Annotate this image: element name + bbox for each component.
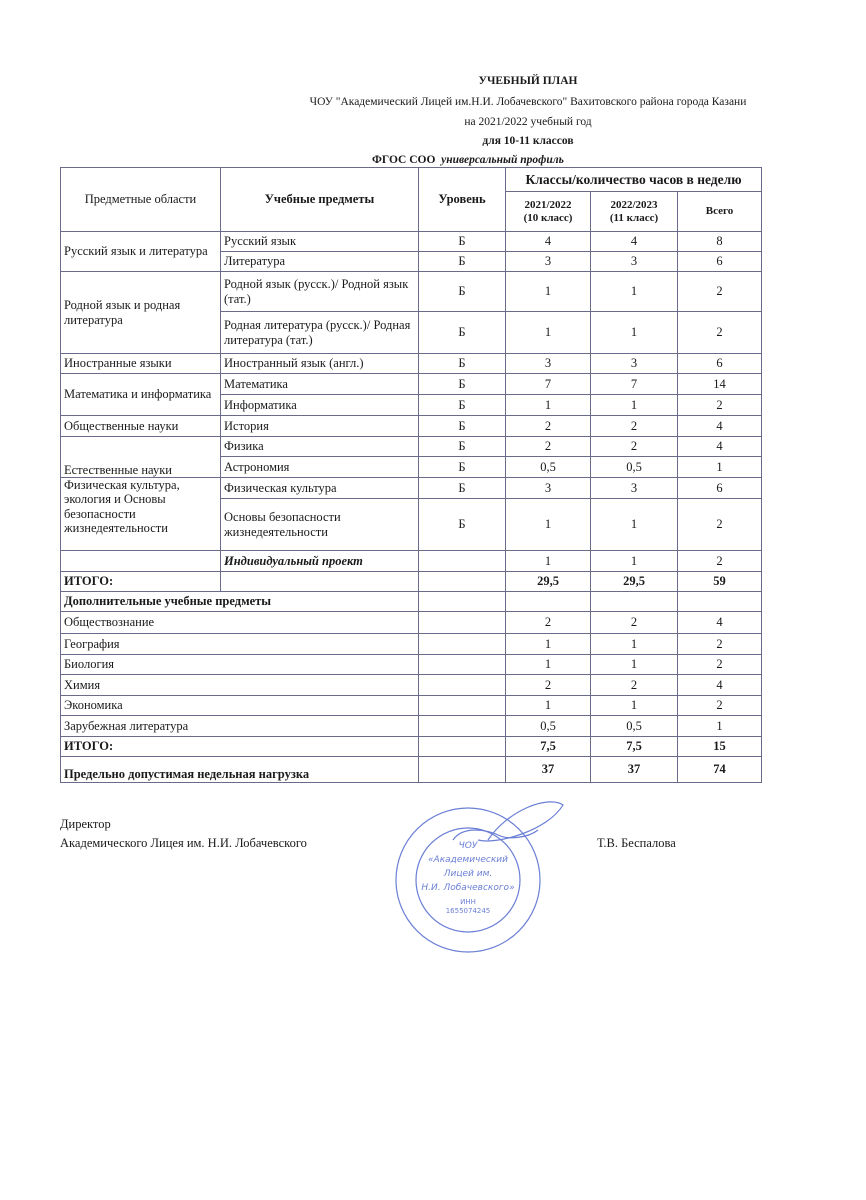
y2-cell: 4	[591, 232, 678, 252]
table-row	[61, 232, 762, 252]
subject-cell: Индивидуальный проект	[221, 551, 419, 572]
table-row	[61, 612, 762, 634]
table-row	[61, 634, 762, 655]
doc-profile: универсальный профиль	[441, 154, 564, 166]
level-cell: Б	[419, 252, 506, 272]
table-row	[61, 374, 762, 395]
table-row	[61, 675, 762, 696]
level-cell: Б	[419, 395, 506, 416]
total-row	[61, 756, 762, 782]
level-cell: Б	[419, 478, 506, 499]
col-y1: 2021/2022 (10 класс)	[506, 192, 591, 232]
empty-cell	[419, 716, 506, 737]
subject-cell: Обществознание	[61, 612, 419, 634]
total-cell: 14	[678, 374, 762, 395]
table-row	[61, 416, 762, 437]
y2-cell: 1	[591, 654, 678, 675]
area-cell	[61, 551, 221, 572]
col-area: Предметные области	[61, 168, 221, 232]
svg-text:ИНН: ИНН	[460, 898, 476, 906]
section-row	[61, 592, 762, 612]
signer-position: Директор	[60, 817, 111, 831]
doc-year: на 2021/2022 учебный год	[464, 116, 592, 128]
y2-cell: 3	[591, 354, 678, 374]
total-cell: 4	[678, 675, 762, 696]
total-cell: 2	[678, 312, 762, 354]
table-row	[61, 478, 762, 499]
subject-cell: Астрономия	[221, 457, 419, 478]
level-cell: Б	[419, 457, 506, 478]
empty-cell	[419, 736, 506, 756]
empty-cell	[419, 592, 506, 612]
y2-cell: 1	[591, 312, 678, 354]
level-cell: Б	[419, 312, 506, 354]
y1-cell: 3	[506, 354, 591, 374]
table-row	[61, 437, 762, 457]
y1-cell: 2	[506, 437, 591, 457]
y2-cell: 7,5	[591, 736, 678, 756]
y2-cell: 7	[591, 374, 678, 395]
section-heading: Дополнительные учебные предметы	[61, 592, 419, 612]
total-cell: 2	[678, 499, 762, 551]
y1-cell: 1	[506, 312, 591, 354]
total-cell: 2	[678, 272, 762, 312]
y2-cell: 2	[591, 416, 678, 437]
col-level: Уровень	[419, 168, 506, 232]
total-label: ИТОГО:	[61, 572, 221, 592]
empty-cell	[678, 592, 762, 612]
y1-cell: 2	[506, 416, 591, 437]
svg-text:Лицей им.: Лицей им.	[443, 869, 493, 879]
official-stamp	[378, 800, 578, 960]
total-cell: 6	[678, 252, 762, 272]
empty-cell	[591, 592, 678, 612]
area-cell: Физическая культура, экология и Основы безопасности жизнедеятельности	[61, 478, 221, 551]
y2-cell: 2	[591, 437, 678, 457]
doc-org: ЧОУ "Академический Лицей им.Н.И. Лобачевского" Вахитовского района города Казани	[309, 96, 747, 108]
total-label: Предельно допустимая недельная нагрузка	[61, 756, 419, 782]
subject-cell: Экономика	[61, 695, 419, 716]
area-cell: Русский язык и литература	[61, 232, 221, 272]
area-cell: Общественные науки	[61, 416, 221, 437]
signer-name: Т.В. Беспалова	[597, 836, 676, 850]
area-cell: Родной язык и родная литература	[61, 272, 221, 354]
y1-cell: 37	[506, 756, 591, 782]
y2-cell: 1	[591, 634, 678, 655]
area-cell: Иностранные языки	[61, 354, 221, 374]
svg-text:ЧОУ: ЧОУ	[458, 841, 478, 851]
subject-cell: Физическая культура	[221, 478, 419, 499]
total-cell: 4	[678, 612, 762, 634]
subject-cell: История	[221, 416, 419, 437]
y2-cell: 3	[591, 478, 678, 499]
y1-cell: 4	[506, 232, 591, 252]
empty-cell	[419, 675, 506, 696]
y2-cell: 29,5	[591, 572, 678, 592]
y2-cell: 1	[591, 395, 678, 416]
y1-cell: 1	[506, 499, 591, 551]
subject-cell: Основы безопасности жизнедеятельности	[221, 499, 419, 551]
col-y2: 2022/2023 (11 класс)	[591, 192, 678, 232]
y2-cell: 1	[591, 499, 678, 551]
y1-cell: 1	[506, 551, 591, 572]
empty-cell	[506, 592, 591, 612]
doc-fgos: ФГОС СОО универсальный профиль	[372, 154, 564, 166]
y1-cell: 7	[506, 374, 591, 395]
table-row	[61, 354, 762, 374]
total-cell: 2	[678, 395, 762, 416]
level-cell: Б	[419, 499, 506, 551]
empty-cell	[419, 654, 506, 675]
level-cell: Б	[419, 374, 506, 395]
subject-cell: Информатика	[221, 395, 419, 416]
total-cell: 74	[678, 756, 762, 782]
doc-grades: для 10-11 классов	[482, 135, 574, 147]
table-row	[61, 716, 762, 737]
level-cell: Б	[419, 272, 506, 312]
area-cell: Естественные науки	[61, 437, 221, 478]
svg-text:1655074245: 1655074245	[445, 907, 491, 915]
total-cell: 8	[678, 232, 762, 252]
subject-cell: Химия	[61, 675, 419, 696]
table-row	[61, 551, 762, 572]
col-subject: Учебные предметы	[221, 168, 419, 232]
empty-cell	[419, 695, 506, 716]
total-cell: 2	[678, 695, 762, 716]
y2-cell: 37	[591, 756, 678, 782]
subject-cell: Родной язык (русск.)/ Родной язык (тат.)	[221, 272, 419, 312]
empty-cell	[419, 634, 506, 655]
svg-text:«Академический: «Академический	[428, 855, 508, 865]
y1-cell: 0,5	[506, 716, 591, 737]
y1-cell: 1	[506, 695, 591, 716]
y2-cell: 1	[591, 551, 678, 572]
empty-cell	[221, 572, 419, 592]
level-cell: Б	[419, 416, 506, 437]
total-cell: 1	[678, 716, 762, 737]
subject-cell: География	[61, 634, 419, 655]
subject-cell: Иностранный язык (англ.)	[221, 354, 419, 374]
y2-cell: 1	[591, 272, 678, 312]
table-row	[61, 272, 762, 312]
subject-cell: Физика	[221, 437, 419, 457]
y1-cell: 3	[506, 252, 591, 272]
total-cell: 4	[678, 437, 762, 457]
subject-cell: Русский язык	[221, 232, 419, 252]
total-cell: 59	[678, 572, 762, 592]
y2-cell: 2	[591, 612, 678, 634]
y1-cell: 7,5	[506, 736, 591, 756]
total-cell: 15	[678, 736, 762, 756]
y2-cell: 3	[591, 252, 678, 272]
y1-cell: 0,5	[506, 457, 591, 478]
total-cell: 2	[678, 551, 762, 572]
svg-text:Н.И. Лобачевского»: Н.И. Лобачевского»	[421, 883, 515, 893]
y1-cell: 1	[506, 272, 591, 312]
total-label: ИТОГО:	[61, 736, 419, 756]
curriculum-table	[60, 167, 762, 783]
empty-cell	[419, 612, 506, 634]
total-row	[61, 572, 762, 592]
y2-cell: 1	[591, 695, 678, 716]
y2-cell: 0,5	[591, 457, 678, 478]
y2-cell: 2	[591, 675, 678, 696]
subject-cell: Математика	[221, 374, 419, 395]
subject-cell: Родная литература (русск.)/ Родная литература (тат.)	[221, 312, 419, 354]
total-row	[61, 736, 762, 756]
level-cell: Б	[419, 354, 506, 374]
level-cell: Б	[419, 232, 506, 252]
subject-cell: Биология	[61, 654, 419, 675]
table-row	[61, 654, 762, 675]
col-total: Всего	[678, 192, 762, 232]
col-hours: Классы/количество часов в неделю	[506, 168, 762, 192]
table-row	[61, 695, 762, 716]
empty-cell	[419, 756, 506, 782]
y1-cell: 1	[506, 634, 591, 655]
signer-org: Академического Лицея им. Н.И. Лобачевского	[60, 836, 307, 850]
y1-cell: 2	[506, 612, 591, 634]
y1-cell: 29,5	[506, 572, 591, 592]
area-cell: Математика и информатика	[61, 374, 221, 416]
total-cell: 4	[678, 416, 762, 437]
empty-cell	[419, 572, 506, 592]
y1-cell: 3	[506, 478, 591, 499]
total-cell: 6	[678, 478, 762, 499]
subject-cell: Зарубежная литература	[61, 716, 419, 737]
total-cell: 2	[678, 654, 762, 675]
level-cell	[419, 551, 506, 572]
level-cell: Б	[419, 437, 506, 457]
subject-cell: Литература	[221, 252, 419, 272]
y1-cell: 1	[506, 395, 591, 416]
total-cell: 6	[678, 354, 762, 374]
total-cell: 2	[678, 634, 762, 655]
y2-cell: 0,5	[591, 716, 678, 737]
y1-cell: 2	[506, 675, 591, 696]
y1-cell: 1	[506, 654, 591, 675]
doc-title: УЧЕБНЫЙ ПЛАН	[478, 75, 578, 87]
total-cell: 1	[678, 457, 762, 478]
